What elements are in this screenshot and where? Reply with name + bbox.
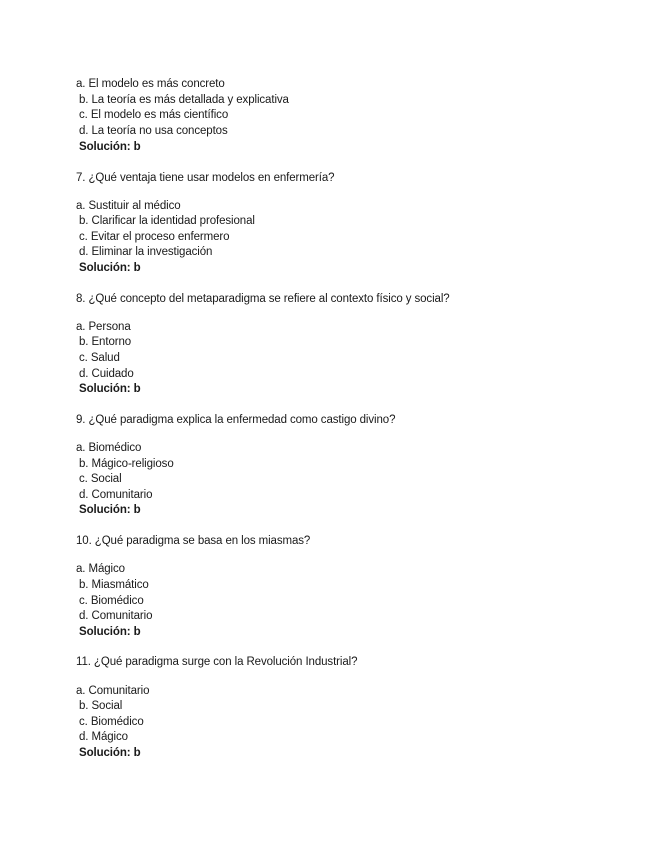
question-11: 11. ¿Qué paradigma surge con la Revolución Industrial? [76, 656, 358, 668]
solution-value: b [133, 383, 141, 395]
option-c: c. El modelo es más científico [79, 109, 229, 121]
solution-value: b [133, 262, 141, 274]
question-7: 7. ¿Qué ventaja tiene usar modelos en enfermería? [76, 172, 335, 184]
question-9: 9. ¿Qué paradigma explica la enfermedad como castigo divino? [76, 414, 396, 426]
option-c: c. Biomédico [79, 595, 144, 607]
solution-line [79, 625, 141, 639]
option-c: c. Biomédico [79, 716, 144, 728]
solution-value: b [133, 747, 141, 759]
option-d: d. Eliminar la investigación [79, 246, 213, 258]
option-b: b. Entorno [79, 336, 132, 348]
option-d: d. Mágico [79, 731, 128, 743]
option-c: c. Evitar el proceso enfermero [79, 231, 230, 243]
option-d: d. Cuidado [79, 368, 134, 380]
solution-value: b [133, 504, 141, 516]
solution-label: Solución: [79, 626, 131, 638]
solution-line [79, 746, 141, 760]
solution-value: b [133, 141, 141, 153]
option-d: d. La teoría no usa conceptos [79, 125, 228, 137]
option-d: d. Comunitario [79, 610, 153, 622]
option-c: c. Salud [79, 352, 120, 364]
option-d: d. Comunitario [79, 489, 153, 501]
option-a: a. Sustituir al médico [76, 200, 181, 212]
solution-line [79, 382, 141, 396]
question-8: 8. ¿Qué concepto del metaparadigma se refiere al contexto físico y social? [76, 293, 450, 305]
option-a: a. Persona [76, 321, 131, 333]
solution-value: b [133, 626, 141, 638]
solution-label: Solución: [79, 141, 131, 153]
option-b: b. Miasmático [79, 579, 149, 591]
option-c: c. Social [79, 473, 122, 485]
option-b: b. Clarificar la identidad profesional [79, 215, 255, 227]
option-b: b. Social [79, 700, 123, 712]
solution-line [79, 503, 141, 517]
option-a: a. El modelo es más concreto [76, 78, 225, 90]
option-b: b. La teoría es más detallada y explicativa [79, 94, 289, 106]
solution-label: Solución: [79, 383, 131, 395]
solution-line [79, 140, 141, 154]
option-a: a. Comunitario [76, 685, 150, 697]
option-a: a. Biomédico [76, 442, 142, 454]
solution-label: Solución: [79, 262, 131, 274]
option-b: b. Mágico-religioso [79, 458, 174, 470]
solution-label: Solución: [79, 747, 131, 759]
option-a: a. Mágico [76, 563, 125, 575]
question-10: 10. ¿Qué paradigma se basa en los miasmas? [76, 535, 311, 547]
solution-line [79, 261, 141, 275]
solution-label: Solución: [79, 504, 131, 516]
